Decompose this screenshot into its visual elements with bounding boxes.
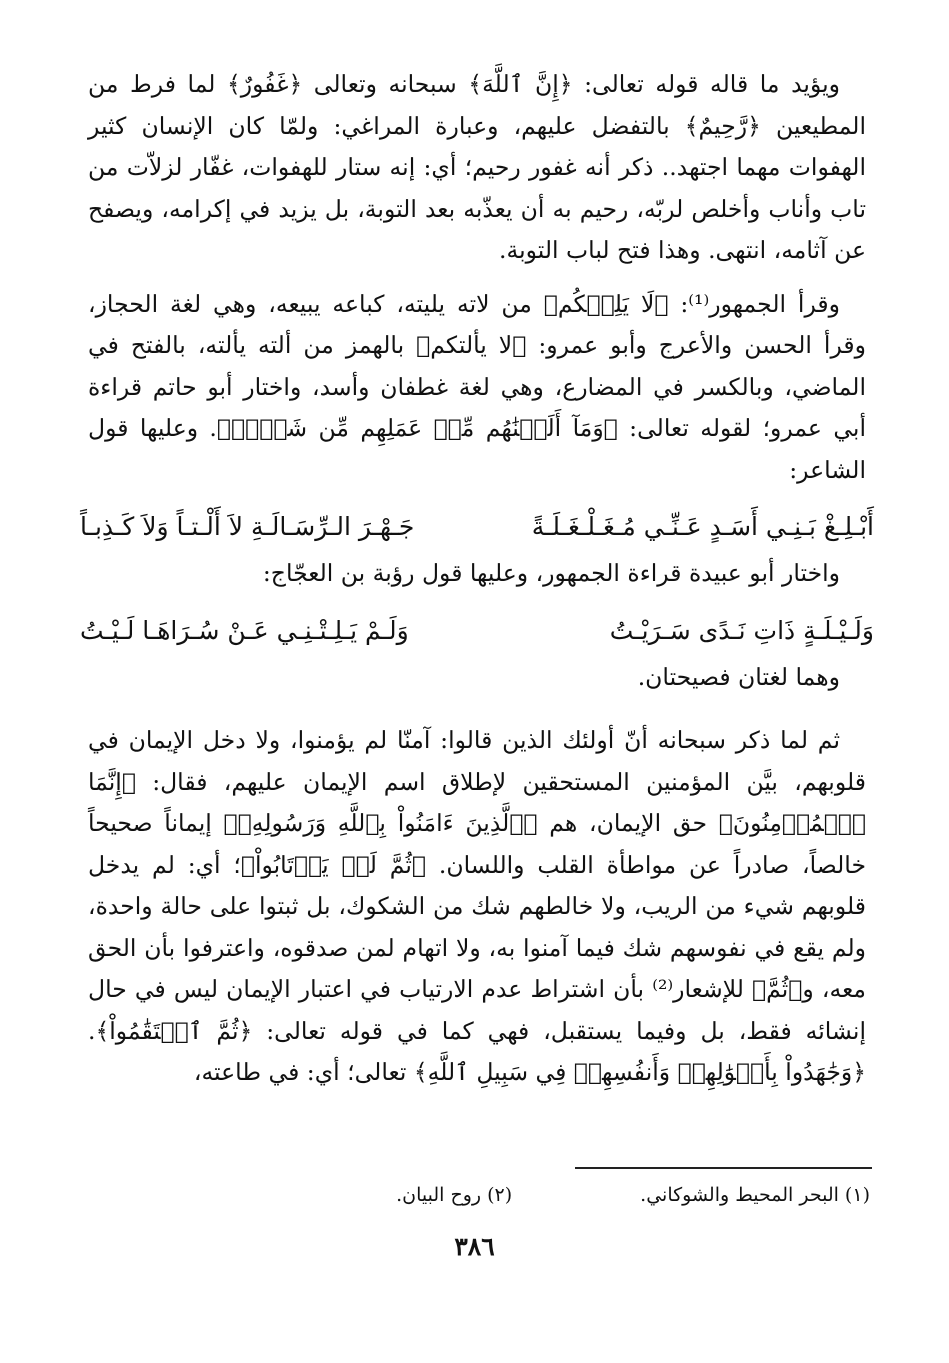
page-body [80,64,874,1094]
footnote-2: (٢) روح البيان. [396,1184,513,1206]
paragraph-abu-ubayda: واختار أبو عبيدة قراءة الجمهور، وعليها قول رؤبة بن العجّاج: [262,559,840,587]
paragraph-repentance: ويؤيد ما قاله قوله تعالى: ﴿إِنَّ ٱللَّهَ﴾ سبحانه وتعالى ﴿غَفُورٌ﴾ لما فرط من المطيعين ﴿رَّحِيمٌ﴾ بالتفضل عليهم، وعبارة المراغي: ولمّا كان الإنسان كثير الهفوات مهما اجتهد.. ذكر أنه غفور رحيم؛ أي: إنه ستار للهفوات، غفّار لزلاّت من تاب وأناب وأخلص لربّه، رحيم به أن يعذّبه بعد التوبة، بل يزيد في إكرامه، ويصفح عن آثامه، انتهى. وهذا فتح لباب التوبة. [88,70,866,264]
poetry-verse-1 [80,505,874,549]
paragraph-two-dialects: وهما لغتان فصيحتان. [637,662,840,691]
verse-1-first-hemistich: أَبْـلِـغْ بَـنِـي أَسَـدٍ عَـنِّـي مُـغَـلْـغَـلَـةً [531,512,874,541]
verse-2-second-hemistich: وَلَـمْ يَـلِـتْـنِـي عَـنْ سُـرَاهَـا لَـيْـتُ [80,615,409,645]
footnote-separator [575,1167,872,1169]
footnote-1: (١) البحر المحيط والشوكاني. [640,1184,870,1206]
paragraph-readings: وقرأ الجمهور⁽¹⁾: ﴿لَا يَلِتۡكُم﴾ من لاته يليته، كباعه يبيعه، وهي لغة الحجاز، وقرأ الحسن والأعرج وأبو عمرو: ﴿لا يألتكم﴾ بالهمز من ألته يألته، بالفتح في الماضي، وبالكسر في المضارع، وهي لغة غطفان وأسد، واختار أبو حاتم قراءة أبي عمرو؛ لقوله تعالى: ﴿وَمَآ أَلَتۡنَٰهُم مِّنۡ عَمَلِهِم مِّن شَيۡءٖ﴾. وعليها قول الشاعر: [88,289,866,484]
verse-2-first-hemistich: وَلَـيْـلَـةٍ ذَاتِ نَـدًى سَـرَيْـتُ [609,615,874,645]
poetry-verse-2 [80,609,874,653]
paragraph-believers: ثم لما ذكر سبحانه أنّ أولئك الذين قالوا: آمنّا لم يؤمنوا، ولا دخل الإيمان في قلوبهم، بيَّن المؤمنين المستحقين لإطلاق اسم الإيمان عليهم، فقال: ﴿إِنَّمَا ٱلۡمُؤۡمِنُونَ﴾ حق الإيمان، هم ﴿ٱلَّذِينَ ءَامَنُواْ بِٱللَّهِ وَرَسُولِهِۦ﴾ إيماناً صحيحاً خالصاً، صادراً عن مواطأة القلب واللسان. ﴿ثُمَّ لَمۡ يَرۡتَابُواْ﴾؛ أي: لم يدخل قلوبهم شيء من الريب، ولا خالطهم شك من الشكوك، بل ثبتوا على حالة واحدة، ولم يقع في نفوسهم شك فيما آمنوا به، ولا اتهام لمن صدقوه، واعترفوا بأن الحق معه، و﴿ثُمَّ﴾ للإشعار⁽²⁾ بأن اشتراط عدم الارتياب في اعتبار الإيمان ليس في حال إنشائه فقط، بل وفيما يستقبل، فهي كما في قوله تعالى: ﴿ثُمَّ ٱسۡتَقَٰمُواْ﴾. ﴿وَجَٰهَدُواْ بِأَمۡوَٰلِهِمۡ وَأَنفُسِهِمۡ فِي سَبِيلِ ٱللَّهِ﴾ تعالى؛ أي: في طاعته، [88,726,866,1086]
verse-1-second-hemistich: جَـهْـرَ الـرِّسَـالَـةِ لاَ أَلْـتـاً وَلاَ كَـذِبـاً [80,512,415,541]
page-number: ٣٨٦ [454,1232,495,1261]
footnotes [300,1180,870,1210]
